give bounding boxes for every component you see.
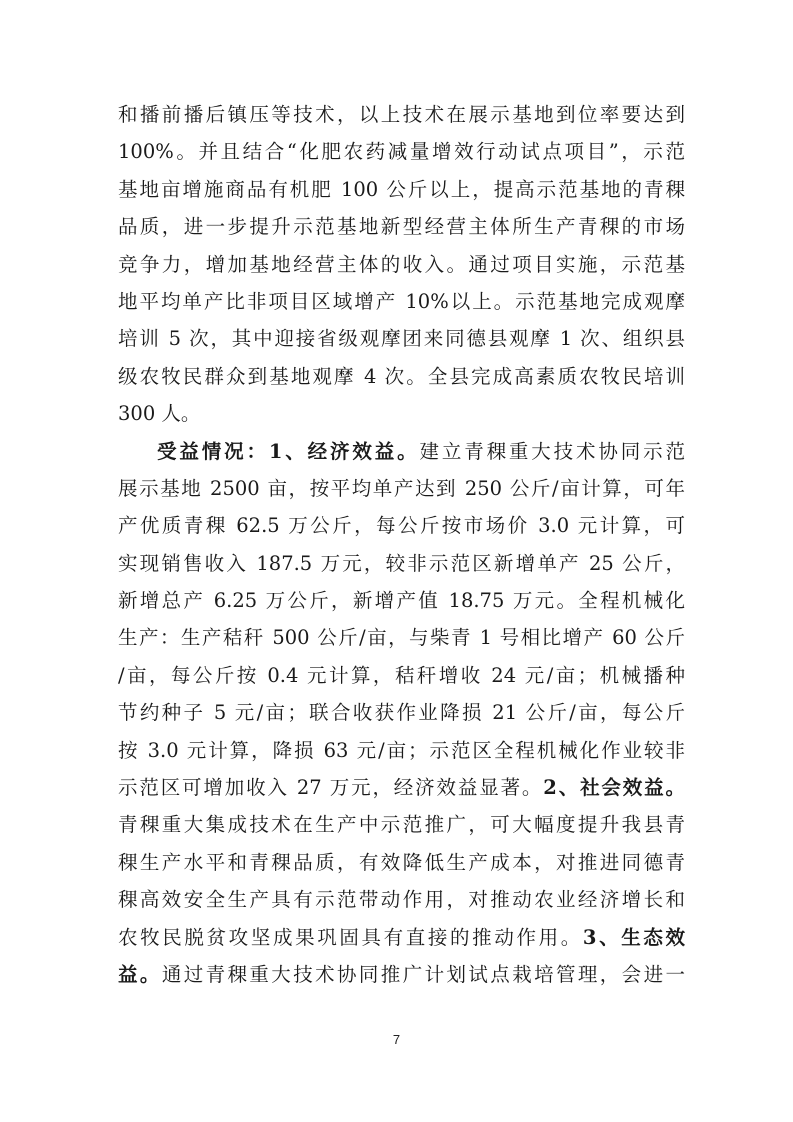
text-line: 基地亩增施商品有机肥 100 公斤以上，提高示范基地的青稞 — [118, 177, 685, 201]
text-line: 100%。并且结合“化肥农药减量增效行动试点项目”，示范 — [118, 140, 685, 164]
text-line: 稞高效安全生产具有示范带动作用，对推动农业经济增长和 — [118, 888, 685, 912]
text-line — [118, 919, 685, 956]
heading-economic-benefit: 受益情况：1、经济效益。 — [157, 439, 420, 463]
text-line: 产优质青稞 62.5 万公斤，每公斤按市场价 3.0 元计算，可 — [118, 514, 685, 538]
paragraph-project-results — [118, 96, 685, 433]
text-line: 地平均单产比非项目区域增产 10%以上。示范基地完成观摩 — [118, 289, 685, 313]
text-line — [118, 433, 685, 470]
text-line: 生产：生产秸秆 500 公斤/亩，与柴青 1 号相比增产 60 公斤 — [118, 626, 685, 650]
heading-social-benefit: 2、社会效益。 — [543, 776, 685, 800]
text-line: 培训 5 次，其中迎接省级观摩团来同德县观摩 1 次、组织县 — [118, 327, 685, 351]
document-body — [118, 96, 685, 993]
text-line: 和播前播后镇压等技术，以上技术在展示基地到位率要达到 — [118, 103, 685, 126]
text-line: 竞争力，增加基地经营主体的收入。通过项目实施，示范基 — [118, 252, 685, 276]
text-line: 300 人。 — [118, 402, 201, 426]
page-number: 7 — [392, 1032, 401, 1047]
text-line: 展示基地 2500 亩，按平均单产达到 250 公斤/亩计算，可年 — [118, 476, 685, 500]
text-line: 品质，进一步提升示范基地新型经营主体所生产青稞的市场 — [118, 215, 685, 239]
text-segment: 通过青稞重大技术协同推广计划试点栽培管理，会进一 — [161, 962, 685, 986]
text-line: 青稞重大集成技术在生产中示范推广，可大幅度提升我县青 — [118, 813, 685, 837]
text-segment: 示范区可增加收入 27 万元，经济效益显著。 — [118, 776, 544, 800]
text-line: 稞生产水平和青稞品质，有效降低生产成本，对推进同德青 — [118, 850, 685, 874]
heading-ecological-benefit: 3、生态效 — [582, 925, 685, 949]
text-segment: 建立青稞重大技术协同示范 — [419, 439, 685, 463]
text-line: 级农牧民群众到基地观摩 4 次。全县完成高素质农牧民培训 — [118, 364, 685, 388]
heading-ecological-benefit-end: 益。 — [118, 962, 162, 986]
paragraph-benefits — [118, 433, 685, 994]
text-line: 实现销售收入 187.5 万元，较非示范区新增单产 25 公斤， — [118, 551, 685, 575]
text-segment: 农牧民脱贫攻坚成果巩固具有直接的推动作用。 — [118, 925, 583, 949]
text-line — [118, 956, 685, 993]
text-line — [118, 769, 685, 806]
text-line: 按 3.0 元计算，降损 63 元/亩；示范区全程机械化作业较非 — [118, 738, 685, 762]
text-line: /亩，每公斤按 0.4 元计算，秸秆增收 24 元/亩；机械播种 — [118, 663, 685, 687]
text-line: 新增总产 6.25 万公斤，新增产值 18.75 万元。全程机械化 — [118, 589, 685, 613]
text-line: 节约种子 5 元/亩；联合收获作业降损 21 公斤/亩，每公斤 — [118, 701, 685, 725]
